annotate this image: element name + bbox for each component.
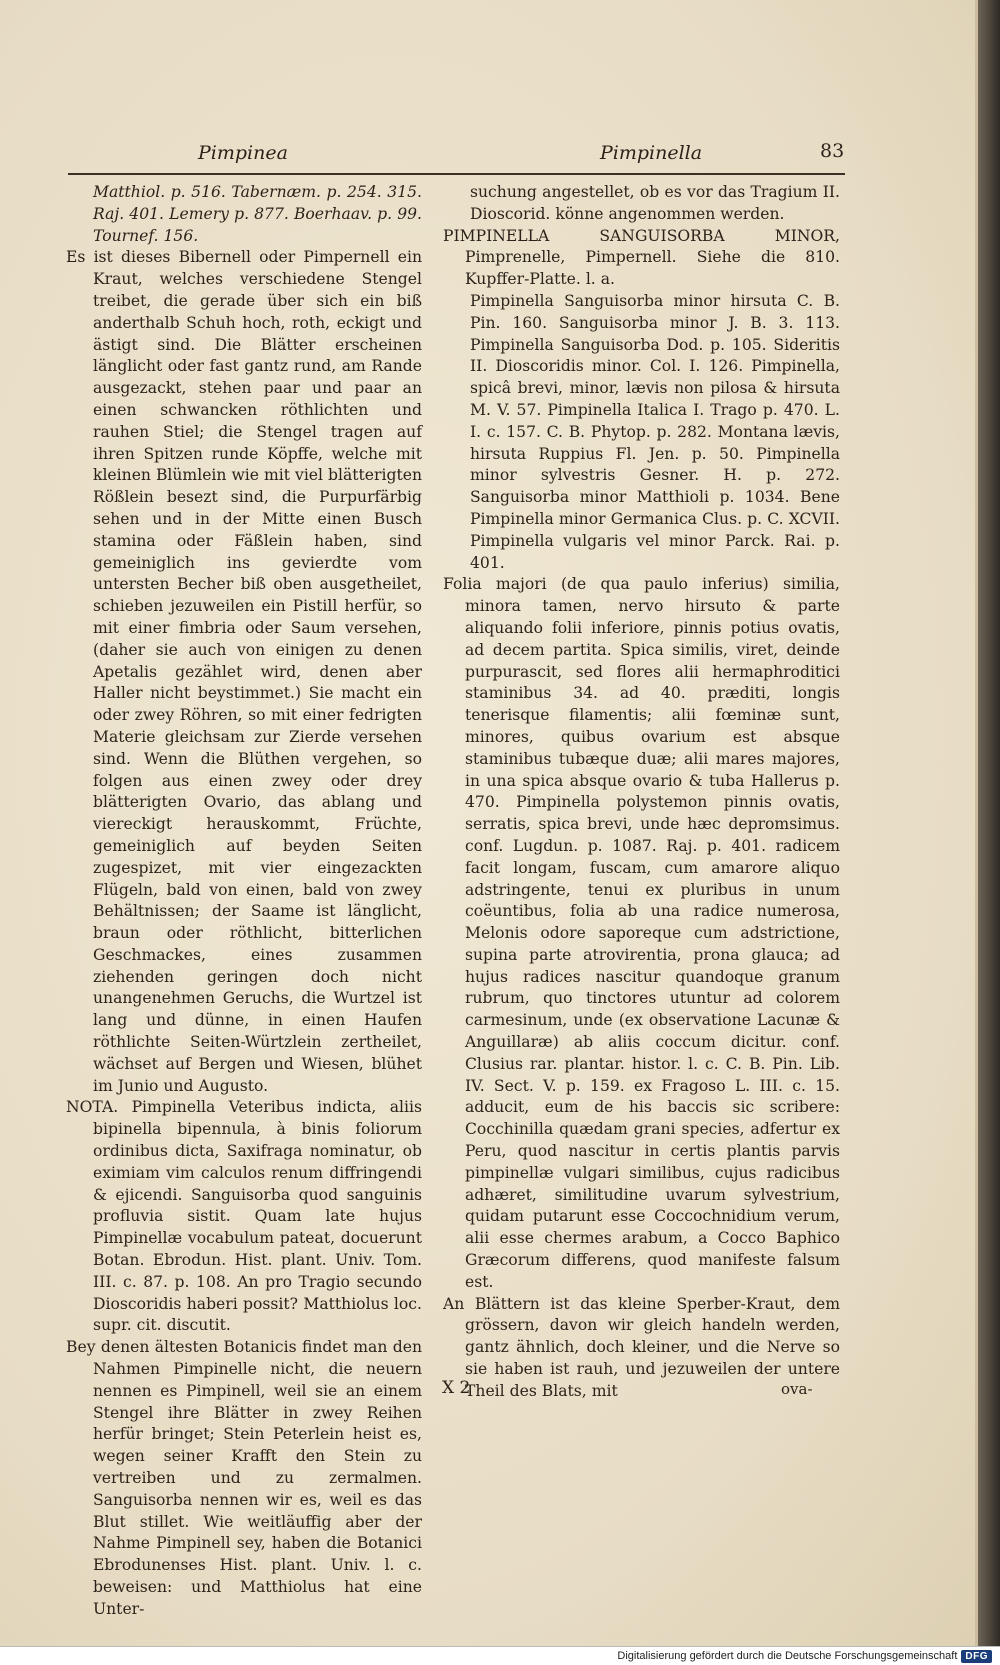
latin-description: Folia majori (de qua paulo inferius) similia, minora tamen, nervo hirsuto & parte aliquando folii inferiore, pinnis potius ovatis, ad decem partita. Spica similis, viret, deinde purpurascit, sed flores alii hermaphroditici staminibus 34. ad 40. præditi, longis tenerisque filamentis; alii fœminæ sunt, minores, quibus ovarium est absque staminibus tubæque duæ; alii mares majores, in una spica absque ovario & tuba Hallerus p. 470. Pimpinella polystemon pinnis ovatis, serratis, spica brevi, unde hæc depromsimus. conf. Lugdun. p. 1087. Raj. p. 401. radicem facit longam, fuscam, cum amarore aliquo adstringente, tenui ex pluribus in unum coëuntibus, folia ab una radice numerosa, Melonis odore saporeque cum adstrictione, supina parte atrovirentia, prona glauca; ad hujus radices nascitur quandoque granum rubrum, quo tinctores utuntur ad colorem carmesinum, unde (ex observatione Lacunæ & Anguillaræ) ab aliis coccum dicitur. conf. Clusius rar. plantar. histor. l. c. C. B. Pin. Lib. IV. Sect. V. p. 159. ex Fragoso L. III. c. 15. adducit, eum de his baccis sic scribere: Cocchinilla quædam grani species, adfertur ex Peru, quod nascitur in certis plantis parvis pimpinellæ vulgari similibus, cujus radicibus adhæret, similitudine uvarum sylvestrium, quidam putarunt esse Coccochnidium verum, alii esse chermes arabum, a Cocco Baphico Græcorum differens, quod manifeste falsum est. bbox=[443, 575, 840, 1291]
running-head-center: Pimpinella bbox=[600, 142, 703, 164]
running-head-left: Pimpinea bbox=[198, 142, 288, 164]
entry-title: PIMPINELLA SANGUISORBA MINOR, Pimprenelle, Pimpernell. Siehe die 810. Kupffer-Platte. l. a. bbox=[443, 226, 840, 289]
page-edge-shadow bbox=[978, 0, 1000, 1665]
name-paragraph: Bey denen ältesten Botanicis findet man den Nahmen Pimpinelle nicht, die neuern nennen es Pimpinell, weil sie an einem Stengel ihre Blätter in zwey Reihen herfür bringet; Stein Peterlein heist es, wegen seiner Krafft den Stein zu vertreiben und zu zermalmen. Sanguisorba nennen wir es, weil es das Blut stillet. Wie weitläuffig aber der Nahme Pimpinell sey, haben die Botanici Ebrodunenses Hist. plant. Univ. l. c. beweisen: und Matthiolus hat eine Unter- bbox=[66, 1338, 422, 1618]
signature-mark: X 2 bbox=[442, 1378, 471, 1398]
synonyms-paragraph: Pimpinella Sanguisorba minor hirsuta C. B. Pin. 160. Sanguisorba minor J. B. 3. 113. Pimpinella Sanguisorba Dod. p. 105. Sideritis II. Dioscoridis minor. Col. I. 126. Pimpinella, spicâ brevi, minor, lævis non pilosa & hirsuta M. V. 57. Pimpinella Italica I. Trago p. 470. L. I. c. 157. C. B. Phytop. p. 282. Montana lævis, hirsuta Ruppius Fl. Jen. p. 50. Pimpinella minor sylvestris Gesner. H. p. 272. Sanguisorba minor Matthioli p. 1034. Bene Pimpinella minor Germanica Clus. p. C. XCVII. Pimpinella vulgaris vel minor Parck. Rai. p. 401. bbox=[470, 291, 840, 572]
catchword: ova- bbox=[781, 1380, 813, 1398]
left-column bbox=[66, 182, 422, 1621]
page-number: 83 bbox=[820, 140, 845, 162]
description-paragraph: Es ist dieses Bibernell oder Pimpernell ein Kraut, welches verschiedene Stengel treibet, die gerade über sich ein biß anderthalb Schuh hoch, roth, eckigt und ästigt sind. Die Blätter erscheinen länglicht oder fast gantz rund, am Rande ausgezackt, stehen paar und paar an einen schwancken röthlichten und rauhen Stiel; die Stengel tragen auf ihren Spitzen runde Köpffe, welche mit kleinen Blümlein wie mit viel blätterigten Rößlein besezt sind, die Purpurfärbig sehen und in der Mitte einen Busch stamina oder Fäßlein haben, sind gemeiniglich ins gevierdte vom untersten Becher biß oben ausgetheilet, schieben jezuweilen ein Pistill herfür, so mit einer fimbria oder Saum versehen, (daher sie auch von einigen zu denen Apetalis gezählet wird, denen aber Haller nicht beystimmet.) Sie macht ein oder zwey Röhren, so mit einer fedrigten Materie gleichsam zur Zierde versehen sind. Wenn die Blüthen vergehen, so folgen aus einen zwey oder drey blätterigten Ovario, das ablang und viereckigt herauskommt, Früchte, gemeiniglich auf beyden Seiten zugespizet, mit vier eingezackten Flügeln, bald von einen, bald von zwey Behältnissen; der Saame ist länglicht, braun oder röthlicht, bitterlichen Geschmackes, eines zusammen ziehenden geringen doch nicht unangenehmen Geruchs, die Wurtzel ist lang und dünne, in einen Haufen röthlichte Seiten-Würtzlein zertheilet, wächset auf Bergen und Wiesen, blühet im Junio und Augusto. bbox=[66, 248, 422, 1095]
footer-text: Digitalisierung gefördert durch die Deutsche Forschungsgemeinschaft bbox=[617, 1650, 958, 1662]
continued-paragraph: suchung angestellet, ob es vor das Tragium II. Dioscorid. könne angenommen werden. bbox=[470, 183, 840, 223]
running-head bbox=[68, 138, 843, 168]
nota-paragraph: NOTA. Pimpinella Veteribus indicta, aliis bipinella bipennula, à binis foliorum ordinibus dicta, Saxifraga nominatur, ob eximiam vim calculos renum diffringendi & ejicendi. Sanguisorba quod sanguinis profluvia sistit. Quam late hujus Pimpinellæ vocabulum pateat, docuerunt Botan. Ebrodun. Hist. plant. Univ. Tom. III. c. 87. p. 108. An pro Tragio secundo Dioscoridis haberi possit? Matthiolus loc. supr. cit. discutit. bbox=[66, 1098, 422, 1335]
intro-references: Matthiol. p. 516. Tabernæm. p. 254. 315. Raj. 401. Lemery p. 877. Boerhaav. p. 99. Tournef. 156. bbox=[93, 183, 422, 245]
dfg-logo: DFG bbox=[961, 1650, 992, 1663]
header-rule bbox=[68, 173, 845, 175]
footer-bar bbox=[0, 1646, 1000, 1665]
german-description: An Blättern ist das kleine Sperber-Kraut, dem grössern, davon wir gleich handeln werden, gantz ähnlich, doch kleiner, und die Nerve so sie haben ist rauh, und jezuweilen der untere Theil des Blats, mit bbox=[443, 1294, 840, 1400]
right-column bbox=[443, 182, 840, 1403]
